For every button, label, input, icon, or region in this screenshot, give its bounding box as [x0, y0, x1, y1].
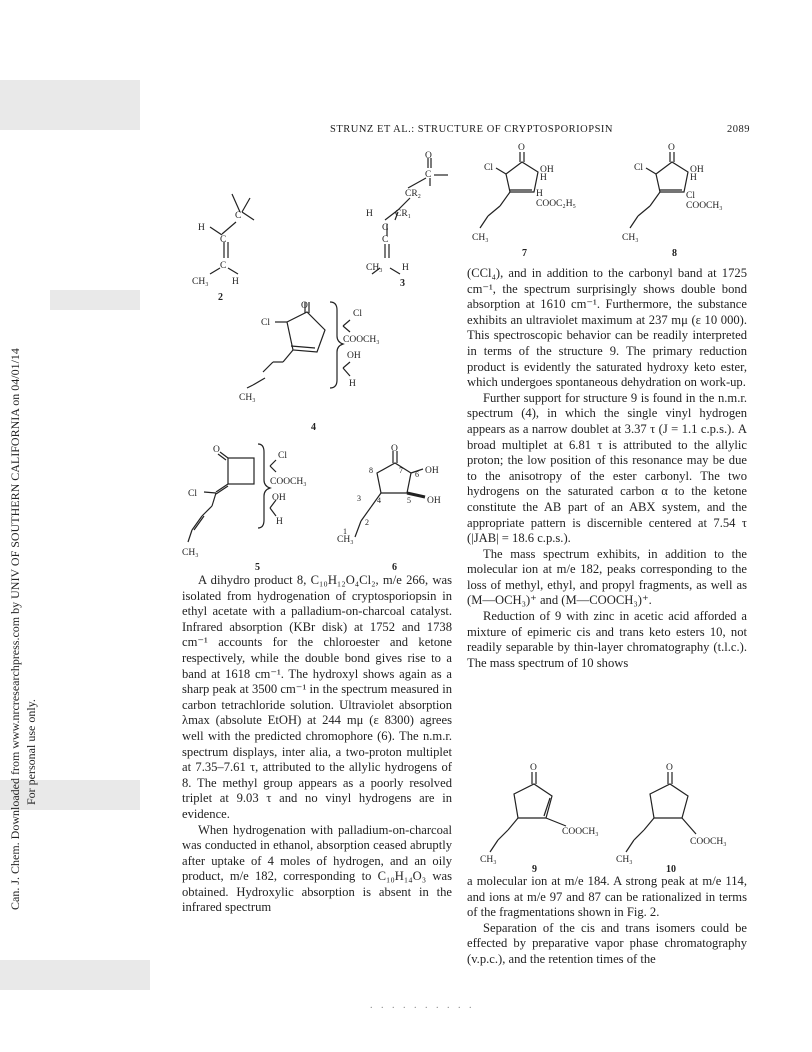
- s5-sub1: Cl: [278, 451, 287, 461]
- running-header: [330, 124, 750, 135]
- s2-C1: C: [220, 235, 227, 245]
- structure-10: [616, 763, 727, 875]
- download-notice: [2, 210, 42, 910]
- s8-OH: OH: [690, 165, 704, 175]
- left-paragraph: A dihydro product 8, C₁₀H₁₂O₄Cl₂, m/e 266, was isolated from hydrogenation of cryptosporiopsin in ethyl acetate with a palladium-on-charcoal catalyst. Infrared absorption (KBr disk) at 1752 and 1738 cm⁻¹ accounts for the chloroester and ketone respectively, while the double bond gives rise to a band at 1618 cm⁻¹. The hydroxyl shows again as a sharp peak at 3500 cm⁻¹ in the spectrum measured in carbon tetrachloride solution. Ultraviolet absorption λmax (absolute EtOH) at 244 mμ (ε 8300) agrees well with the predicted chromophore (6). The n.m.r. spectrum displays, inter alia, a two-proton multiplet at 7.35–7.61 τ, attributed to the allylic hydrogens of 8. The methyl group appears as a poorly resolved triplet at 9.03 τ and no vinyl hydrogens are in evidence.: [182, 573, 452, 821]
- right-paragraph: Reduction of 9 with zinc in acetic acid afforded a mixture of epimeric cis and trans keto esters 10, not readily separable by thin-layer chromatography (t.l.c.). The mass spectrum of 10 shows: [467, 609, 747, 670]
- s6-n1: 1: [343, 527, 347, 536]
- s2-H1: H: [198, 223, 205, 233]
- s4-CH3: CH₃: [239, 393, 256, 403]
- s6-n3: 3: [357, 494, 361, 503]
- structure-6-number: 6: [392, 562, 397, 573]
- s7-H1: H: [540, 173, 547, 183]
- s4-sub1: Cl: [353, 309, 362, 319]
- s5-Cl: Cl: [188, 489, 197, 499]
- footer-marks: . . . . . . . . . .: [370, 1000, 475, 1011]
- s3-CR1: CR₁: [395, 209, 411, 219]
- s6-OH2: OH: [427, 496, 441, 506]
- running-title: STRUNZ ET AL.: STRUCTURE OF CRYPTOSPORIOPSIN: [330, 124, 613, 135]
- s10-ester: COOCH₃: [690, 837, 727, 847]
- structure-3: [366, 151, 448, 289]
- s5-sub3: OH: [272, 493, 286, 503]
- right-column-bottom: [467, 874, 747, 968]
- s2-H2: H: [232, 277, 239, 287]
- s6-n7: 7: [399, 466, 403, 475]
- structures-7-8: [470, 143, 770, 263]
- right-paragraph: Separation of the cis and trans isomers could be effected by preparative vapor phase chromatography (v.p.c.), and the retention times of the: [467, 920, 747, 966]
- bleed-artifact: [50, 290, 140, 310]
- s10-O: O: [666, 763, 673, 773]
- s8-ester: COOCH₃: [686, 201, 723, 211]
- s7-O: O: [518, 143, 525, 153]
- s3-H2: H: [402, 263, 409, 273]
- s8-H: H: [690, 173, 697, 183]
- s6-n8: 8: [369, 466, 373, 475]
- s2-C2: C: [235, 211, 242, 221]
- s5-O: O: [213, 445, 220, 455]
- s7-ester: COOC₂H₅: [536, 199, 576, 209]
- s2-C3: C: [220, 261, 227, 271]
- left-column: [182, 573, 452, 916]
- s3-C: C: [425, 170, 432, 180]
- structure-4-number: 4: [311, 422, 316, 433]
- s8-O: O: [668, 143, 675, 153]
- s5-sub4: H: [276, 517, 283, 527]
- right-paragraph: The mass spectrum exhibits, in addition to the molecular ion at m/e 182, peaks corresponding to the loss of methyl, ethyl, and propyl fragments, as well as (M—OCH₃)⁺ and (M—COOCH₃)⁺.: [467, 546, 747, 608]
- structure-3-number: 3: [400, 278, 405, 289]
- structure-9-number: 9: [532, 864, 537, 875]
- structure-4: [235, 300, 420, 460]
- right-paragraph: a molecular ion at m/e 184. A strong peak at m/e 114, and ions at m/e 97 and 87 can be rationalized in terms of the fragmentations shown in Fig. 2.: [467, 874, 747, 920]
- structure-6: [335, 445, 465, 575]
- s3-C1: C: [382, 223, 389, 233]
- structure-8: [622, 143, 723, 259]
- right-paragraph: (CCl₄), and in addition to the carbonyl band at 1725 cm⁻¹, the spectrum surprisingly shows double bond absorption at 1610 cm⁻¹. Furthermore, the substance exhibits an ultraviolet maximum at 237 mμ (ε 10 000). This spectroscopic behavior can be readily interpreted in terms of the structure 9. The primary reduction product is evidently the saturated hydroxy keto ester, which undergoes spontaneous dehydration on work-up.: [467, 266, 747, 390]
- s3-CH3: CH₃: [366, 263, 383, 273]
- download-notice-line2: For personal use only.: [24, 699, 38, 805]
- s3-C2: C: [382, 235, 389, 245]
- structure-10-number: 10: [666, 864, 676, 875]
- s6-n2: 2: [365, 518, 369, 527]
- s7-H2: H: [536, 189, 543, 199]
- s6-OH1: OH: [425, 466, 439, 476]
- s5-sub2: COOCH₃: [270, 477, 307, 487]
- structure-7: [472, 143, 576, 259]
- s7-OH: OH: [540, 165, 554, 175]
- s6-O: O: [391, 444, 398, 454]
- s8-Cl2: Cl: [686, 191, 695, 201]
- s8-CH3: CH₃: [622, 233, 639, 243]
- s10-CH3: CH₃: [616, 855, 633, 865]
- structure-8-number: 8: [672, 248, 677, 259]
- s4-sub2: COOCH₃: [343, 335, 380, 345]
- s3-H: H: [366, 209, 373, 219]
- s7-CH3: CH₃: [472, 233, 489, 243]
- s9-O: O: [530, 763, 537, 773]
- s8-Cl: Cl: [634, 163, 643, 173]
- left-paragraph: When hydrogenation with palladium-on-charcoal was conducted in ethanol, absorption ceased abruptly after uptake of 4 moles of hydrogen, and an oily product, m/e 182, corresponding to C₁₀H₁₄O₃ was obtained. Hydroxylic absorption is absent in the infrared spectrum: [182, 822, 452, 915]
- s4-sub4: H: [349, 379, 356, 389]
- structures-2-3: [180, 150, 450, 303]
- right-paragraph: Further support for structure 9 is found in the n.m.r. spectrum (4), in which the single vinyl hydrogen appears as a narrow doublet at 3.37 τ (J = 1.1 c.p.s.). A broad multiplet at 6.81 τ is attributed to the allylic proton; the low position of this resonance may be due to the anisotropy of the ester carbonyl. The two hydrogens on the saturated carbon α to the ketone constitute the AB part of an ABX system, and the appropriate pattern is discernible centered at 7.54 τ (|JAB| = 18.6 c.p.s.).: [467, 390, 747, 546]
- download-notice-line1: Can. J. Chem. Downloaded from www.nrcresearchpress.com by UNIV OF SOUTHERN CALIFORNIA on 04/01/14: [8, 348, 22, 910]
- structure-2: [192, 194, 254, 303]
- structure-5: [180, 440, 330, 575]
- s3-O: O: [425, 151, 432, 161]
- s3-CR2: CR₂: [405, 189, 421, 199]
- structure-5-number: 5: [255, 562, 260, 573]
- s2-CH3: CH₃: [192, 277, 209, 287]
- s7-Cl: Cl: [484, 163, 493, 173]
- structure-9: [480, 763, 599, 875]
- s6-n6: 6: [415, 470, 419, 479]
- s6-n4: 4: [377, 496, 381, 505]
- s9-ester: COOCH₃: [562, 827, 599, 837]
- page-number: 2089: [727, 124, 750, 135]
- s5-CH3: CH₃: [182, 548, 199, 558]
- s6-CH3: CH₃: [337, 535, 354, 545]
- s6-n5: 5: [407, 496, 411, 505]
- bleed-artifact: [0, 960, 150, 990]
- s4-sub3: OH: [347, 351, 361, 361]
- s4-Cl: Cl: [261, 318, 270, 328]
- structure-2-number: 2: [218, 292, 223, 303]
- bleed-artifact: [0, 80, 140, 130]
- s9-CH3: CH₃: [480, 855, 497, 865]
- structure-7-number: 7: [522, 248, 527, 259]
- right-column-top: [467, 266, 747, 671]
- structures-9-10: [470, 763, 770, 876]
- s4-O: O: [301, 301, 308, 311]
